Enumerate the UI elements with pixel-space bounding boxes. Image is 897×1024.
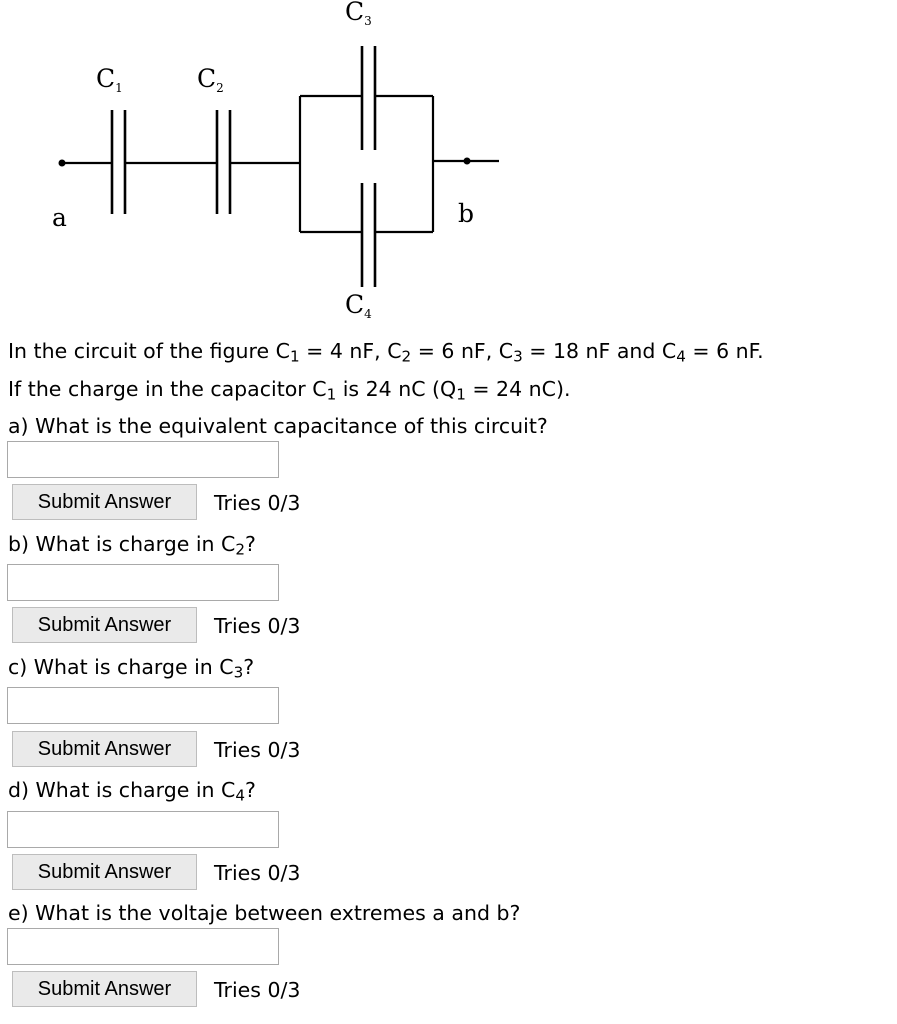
statement-line-1: In the circuit of the figure $C_1 = 4$ nF, $C_2 = 6$ nF, $C_3 = 18$ nF and $C_4 = 6$ nF. <box>8 339 764 366</box>
answer-input-e[interactable] <box>7 928 279 965</box>
question-d-text: d) What is charge in $C_4$? <box>8 778 256 805</box>
answer-input-b[interactable] <box>7 564 279 601</box>
question-a-text: a) What is the equivalent capacitance of this circuit? <box>8 414 548 438</box>
c1-label: $C_1$ <box>96 64 123 95</box>
tries-e: Tries 0/3 <box>214 978 301 1002</box>
submit-answer-d-button[interactable]: Submit Answer <box>12 854 197 890</box>
tries-a: Tries 0/3 <box>214 491 301 515</box>
submit-answer-c-button[interactable]: Submit Answer <box>12 731 197 767</box>
node-b-label: b <box>458 199 475 228</box>
answer-input-d[interactable] <box>7 811 279 848</box>
c2-label: $C_2$ <box>197 64 224 95</box>
submit-answer-a-button[interactable]: Submit Answer <box>12 484 197 520</box>
question-c-text: c) What is charge in $C_3$? <box>8 655 255 682</box>
answer-input-a[interactable] <box>7 441 279 478</box>
node-a-label: a <box>52 203 67 232</box>
tries-b: Tries 0/3 <box>214 614 301 638</box>
tries-d: Tries 0/3 <box>214 861 301 885</box>
circuit-diagram <box>0 0 897 330</box>
answer-input-c[interactable] <box>7 687 279 724</box>
terminal-a-dot <box>59 160 66 167</box>
question-b-text: b) What is charge in $C_2$? <box>8 532 256 559</box>
statement-line-2: If the charge in the capacitor $C_1$ is 24 nC ($Q_1 = 24$ nC). <box>8 377 571 404</box>
terminal-b-dot <box>464 158 471 165</box>
submit-answer-e-button[interactable]: Submit Answer <box>12 971 197 1007</box>
submit-answer-b-button[interactable]: Submit Answer <box>12 607 197 643</box>
tries-c: Tries 0/3 <box>214 738 301 762</box>
question-e-text: e) What is the voltaje between extremes a and b? <box>8 901 521 925</box>
c4-label: $C_4$ <box>345 290 372 321</box>
c3-label: $C_3$ <box>345 0 372 28</box>
